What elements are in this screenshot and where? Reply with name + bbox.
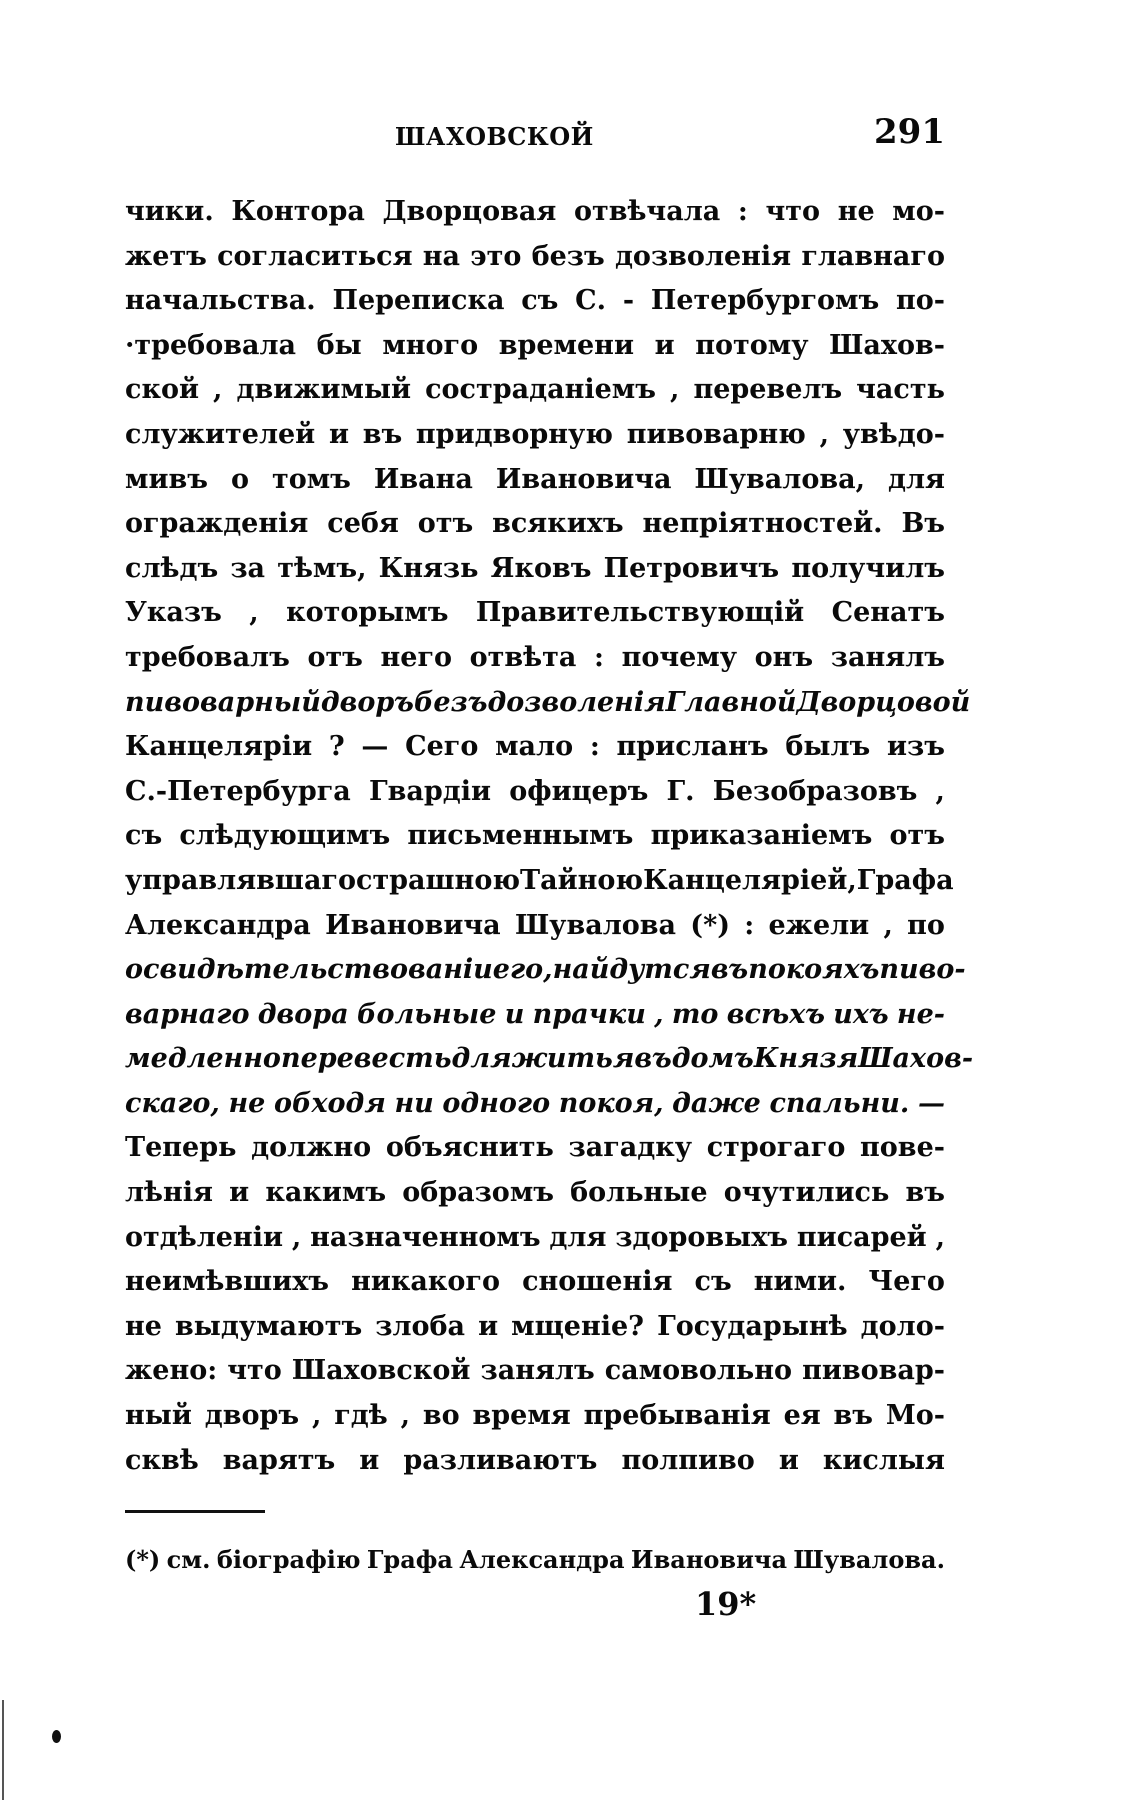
word: почему (621, 641, 738, 673)
text-line (125, 190, 945, 235)
word: потому (695, 329, 809, 361)
word: огражденія (125, 508, 309, 540)
word: - (622, 285, 635, 317)
word: Ивановича (325, 909, 501, 941)
word: въ (710, 954, 749, 986)
word: , (291, 1221, 302, 1253)
word: не- (896, 998, 945, 1030)
word: съ (125, 820, 163, 852)
word: это (470, 240, 522, 272)
word: образомъ (402, 1177, 554, 1209)
word: ними. (753, 1266, 847, 1298)
word: : (737, 196, 748, 227)
word: покоя, (558, 1087, 664, 1119)
word: перевесть (280, 1043, 452, 1075)
word: здоровыхъ (615, 1221, 789, 1253)
word: Дворцовой (796, 686, 971, 718)
word: , (654, 998, 664, 1030)
word: разливаютъ (403, 1444, 598, 1476)
word: безъ (413, 686, 488, 718)
word: злоба (375, 1310, 466, 1342)
word: сношенія (522, 1266, 673, 1298)
word: письменнымъ (407, 820, 634, 852)
word: самовольно (604, 1355, 793, 1387)
word: движимый (236, 374, 412, 406)
word: въ (634, 1043, 672, 1075)
word: ской (125, 374, 199, 406)
text-line (125, 1349, 945, 1394)
text-line (125, 1171, 945, 1216)
word: въ (833, 1400, 874, 1432)
word: начальства. (125, 285, 316, 317)
word: пребыванія (583, 1400, 771, 1432)
word: часть (856, 374, 945, 406)
word: слѣдующимъ (179, 820, 391, 852)
word: Указъ (125, 597, 222, 629)
word: Сенатъ (831, 597, 945, 629)
running-title: ШАХОВСКОЙ (395, 122, 594, 151)
word: что (765, 196, 821, 227)
word: , (249, 597, 259, 629)
word: для (549, 1221, 607, 1253)
word: Князя (753, 1043, 859, 1075)
footnote-word: (*) (125, 1545, 161, 1574)
word: — (917, 1087, 945, 1119)
word: Графа (856, 864, 954, 896)
word: дозволенія (614, 240, 792, 272)
word: домъ (671, 1043, 754, 1075)
word: и (504, 998, 525, 1030)
text-line (125, 235, 945, 280)
footnote-rule (125, 1510, 265, 1513)
word: за (230, 552, 266, 584)
word: ея (783, 1400, 821, 1432)
word: Мо- (885, 1400, 945, 1432)
text-line (125, 1305, 945, 1350)
word: лѣнія (125, 1177, 213, 1209)
word: строгаго (706, 1132, 846, 1164)
text-line (125, 770, 945, 815)
footnote-word: см. (166, 1545, 211, 1574)
word: неимѣвшихъ (125, 1266, 330, 1298)
word: время (472, 1400, 571, 1432)
footnote-word: біографію (216, 1545, 361, 1574)
word: служителей (125, 418, 316, 450)
text-line (125, 993, 945, 1038)
word: назначенномъ (310, 1221, 541, 1253)
word: Главной (665, 686, 797, 718)
word: изъ (886, 731, 945, 763)
word: и (359, 1444, 380, 1476)
word: перевелъ (693, 374, 843, 406)
word: ный (125, 1400, 192, 1432)
word: , (883, 909, 893, 941)
word: , (819, 418, 829, 450)
word: никакого (351, 1266, 500, 1298)
word: медленно (125, 1043, 281, 1075)
word: и (328, 418, 349, 450)
word: даже (672, 1087, 761, 1119)
edge-line (2, 1700, 4, 1800)
word: чики. (125, 196, 214, 227)
word: Князь (378, 552, 479, 584)
word: Канцеляріей, (643, 864, 857, 896)
word: , (311, 1400, 322, 1432)
word: придворную (415, 418, 613, 450)
text-line (125, 859, 954, 904)
word: увѣдо- (842, 418, 945, 450)
word: , (935, 1221, 945, 1253)
word: Правительствующій (475, 597, 805, 629)
word: мивъ (125, 463, 208, 495)
word: должно (251, 1132, 372, 1164)
word: дворъ (204, 1400, 300, 1432)
text-line (125, 1216, 945, 1261)
word: во (422, 1400, 460, 1432)
word: мо- (892, 196, 945, 227)
word: онъ (754, 641, 814, 673)
word: страшною (356, 864, 521, 896)
word: , (400, 1400, 410, 1432)
word: Канцеляріи (125, 731, 313, 763)
word: него (380, 641, 453, 673)
word: прачки (532, 998, 646, 1030)
word: С. (575, 285, 607, 317)
word: ни (394, 1087, 434, 1119)
text-line (125, 636, 945, 681)
word: дозволенія (487, 686, 666, 718)
word: Шувалова (514, 909, 677, 941)
word: о (230, 463, 249, 495)
word: освидѣтельствованіи (125, 954, 493, 986)
word: Яковъ (490, 552, 592, 584)
word: отъ (307, 641, 363, 673)
body-text (125, 190, 974, 1483)
word: Г. (666, 775, 695, 807)
word: ежели (768, 909, 870, 941)
word: сквѣ (125, 1444, 199, 1476)
word: С.-Петербурга (125, 775, 351, 807)
text-line (125, 814, 945, 859)
word: : (744, 909, 755, 941)
word: пивоварный (125, 686, 321, 718)
word: присланъ (616, 731, 769, 763)
word: покояхъ (748, 954, 880, 986)
text-line (125, 591, 945, 636)
word: Шахов- (858, 1043, 974, 1075)
word: Гвардіи (368, 775, 492, 807)
word: получилъ (791, 552, 945, 584)
text-line (125, 1082, 945, 1127)
footnote (125, 1545, 945, 1574)
word: : (593, 641, 604, 673)
word: въ (362, 418, 403, 450)
text-line (125, 279, 945, 324)
word: Переписка (332, 285, 505, 317)
word: житья (511, 1043, 635, 1075)
word: его, (492, 954, 553, 986)
word: для (887, 463, 945, 495)
word: Шахов- (829, 329, 945, 361)
word: много (382, 329, 479, 361)
word: ? (328, 731, 345, 763)
word: всѣхъ (726, 998, 825, 1030)
footnote-word: Шувалова. (793, 1545, 945, 1574)
word: дворъ (320, 686, 414, 718)
word: гдѣ (334, 1400, 388, 1432)
word: Ивановича (495, 463, 672, 495)
text-line (125, 502, 945, 547)
word: тѣмъ, (277, 552, 367, 584)
word: не (125, 1310, 162, 1342)
word: по- (895, 285, 945, 317)
word: мщеніе? (511, 1310, 645, 1342)
word: и (654, 329, 675, 361)
word: приказаніемъ (650, 820, 873, 852)
page-header (125, 112, 945, 162)
word: Петербургомъ (650, 285, 880, 317)
word: Теперь (125, 1132, 237, 1164)
word: непріятностей. (642, 508, 883, 540)
word: которымъ (286, 597, 449, 629)
word: всякихъ (492, 508, 624, 540)
word: съ (521, 285, 559, 317)
word: главнаго (801, 240, 945, 272)
word: съ (694, 1266, 732, 1298)
footnote-word: Графа (366, 1545, 453, 1574)
word: бы (316, 329, 362, 361)
signature-mark: 19* (695, 1585, 757, 1623)
word: , (670, 374, 680, 406)
word: пивоварню (626, 418, 806, 450)
word: Чего (868, 1266, 945, 1298)
word: ·требовала (125, 329, 296, 361)
word: себя (327, 508, 399, 540)
word: согласиться (217, 240, 413, 272)
word: , (935, 775, 945, 807)
word: отдѣленіи (125, 1221, 283, 1253)
word: Въ (901, 508, 945, 540)
text-line (125, 458, 945, 503)
word: и (478, 1310, 499, 1342)
text-line (125, 1394, 945, 1439)
word: и (229, 1177, 250, 1209)
word: отъ (889, 820, 945, 852)
word: Контора (231, 196, 365, 227)
text-line (125, 725, 945, 770)
word: жетъ (125, 240, 207, 272)
word: управлявшаго (125, 864, 356, 896)
word: состраданіемъ (425, 374, 656, 406)
word: объяснить (385, 1132, 554, 1164)
word: загадку (568, 1132, 693, 1164)
text-line (125, 1037, 974, 1082)
word: въ (905, 1177, 945, 1209)
word: очутились (723, 1177, 890, 1209)
word: для (451, 1043, 512, 1075)
word: больные (356, 998, 497, 1030)
word: слѣдъ (125, 552, 219, 584)
word: скаго, (125, 1087, 220, 1119)
word: : (589, 731, 600, 763)
word: по (907, 909, 945, 941)
footnote-word: Ивановича (630, 1545, 787, 1574)
word: офицеръ (509, 775, 649, 807)
word: варятъ (222, 1444, 336, 1476)
word: Ивана (373, 463, 473, 495)
word: — (361, 731, 389, 763)
word: ихъ (833, 998, 889, 1030)
text-line (125, 413, 945, 458)
word: доло- (860, 1310, 945, 1342)
text-line (125, 368, 945, 413)
word: спальни. (769, 1087, 910, 1119)
word: Тайною (520, 864, 644, 896)
word: Петровичъ (603, 552, 780, 584)
text-line (125, 324, 945, 369)
edge-mark (52, 1730, 61, 1743)
word: пивовар- (802, 1355, 945, 1387)
word: Сего (405, 731, 479, 763)
text-line (125, 1126, 945, 1171)
word: безъ (531, 240, 605, 272)
text-line (125, 948, 966, 993)
word: и (778, 1444, 799, 1476)
word: времени (498, 329, 634, 361)
word: Шувалова, (694, 463, 865, 495)
word: кислыя (822, 1444, 945, 1476)
word: отъ (417, 508, 474, 540)
word: полпиво (621, 1444, 755, 1476)
word: Безобразовъ (712, 775, 918, 807)
word: то (671, 998, 719, 1030)
word: писарей (796, 1221, 927, 1253)
word: что (227, 1355, 282, 1387)
word: на (422, 240, 460, 272)
word: пове- (860, 1132, 945, 1164)
word: Шаховской (291, 1355, 471, 1387)
word: томъ (271, 463, 351, 495)
word: Александра (125, 909, 311, 941)
word: какимъ (265, 1177, 387, 1209)
text-line (125, 681, 971, 726)
word: (*) (690, 909, 730, 941)
text-line (125, 1439, 945, 1484)
word: варнаго (125, 998, 250, 1030)
text-line (125, 904, 945, 949)
word: былъ (785, 731, 871, 763)
word: Дворцовая (382, 196, 557, 227)
word: требовалъ (125, 641, 290, 673)
word: одного (442, 1087, 551, 1119)
word: не (837, 196, 875, 227)
word: , (213, 374, 223, 406)
text-line (125, 547, 945, 592)
word: выдумаютъ (175, 1310, 363, 1342)
word: Государынѣ (657, 1310, 848, 1342)
word: отвѣчала (573, 196, 721, 227)
word: двора (257, 998, 349, 1030)
word: жено: (125, 1355, 218, 1387)
word: мало (495, 731, 574, 763)
text-line (125, 1260, 945, 1305)
word: не (228, 1087, 266, 1119)
footnote-word: Александра (459, 1545, 625, 1574)
word: обходя (273, 1087, 386, 1119)
word: занялъ (830, 641, 945, 673)
word: больные (570, 1177, 708, 1209)
page-number: 291 (874, 112, 945, 152)
word: пиво- (879, 954, 966, 986)
word: отвѣта (469, 641, 577, 673)
word: занялъ (480, 1355, 595, 1387)
word: найдутся (552, 954, 711, 986)
